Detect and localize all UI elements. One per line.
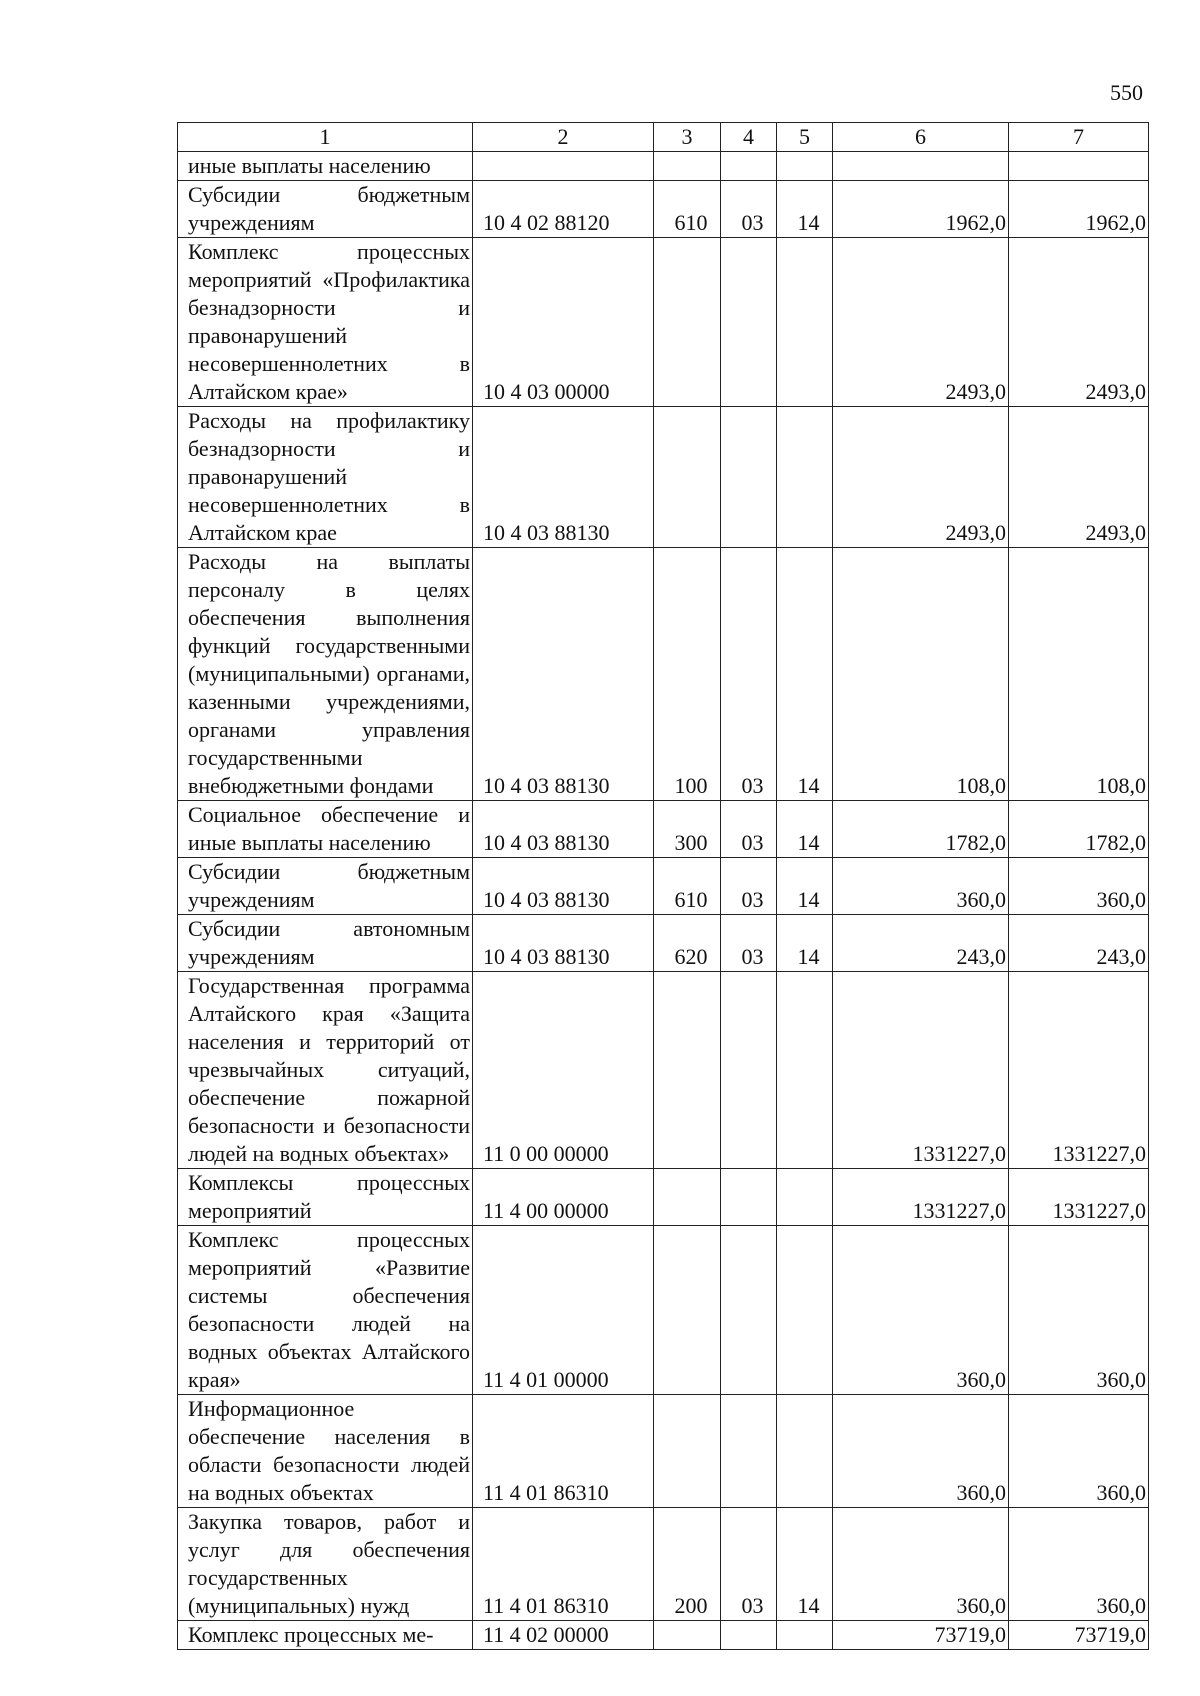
row-name-cell: Государственная программа Алтайского края «Защита населения и территорий от чрезвычайных ситуаций, обеспечение пожарной безопасности и безопасности людей на водных объектах» xyxy=(178,972,473,1169)
row-expense-type-cell xyxy=(654,1621,721,1650)
row-amount-cell: 360,0 xyxy=(833,858,1009,915)
row-code-cell: 11 4 00 00000 xyxy=(473,1169,654,1226)
row-code-cell: 11 0 00 00000 xyxy=(473,972,654,1169)
table-row xyxy=(178,801,1149,858)
table-row xyxy=(178,915,1149,972)
row-section-cell xyxy=(721,1621,777,1650)
row-name-cell: Социальное обеспечение и иные выплаты населению xyxy=(178,801,473,858)
row-subsection-cell xyxy=(777,1226,833,1395)
row-amount-cell: 1331227,0 xyxy=(833,1169,1009,1226)
row-expense-type-cell: 200 xyxy=(654,1508,721,1621)
row-expense-type-cell: 300 xyxy=(654,801,721,858)
column-header: 7 xyxy=(1009,123,1149,152)
table-row xyxy=(178,238,1149,407)
row-section-cell xyxy=(721,152,777,181)
row-amount-cell: 1782,0 xyxy=(833,801,1009,858)
row-expense-type-cell: 610 xyxy=(654,181,721,238)
row-code-cell xyxy=(473,152,654,181)
page-number: 550 xyxy=(1110,80,1143,105)
row-amount-cell: 1331227,0 xyxy=(1009,1169,1149,1226)
row-expense-type-cell: 100 xyxy=(654,548,721,801)
row-name-cell: Расходы на профилактику безнадзорности и правонарушений несовершеннолетних в Алтайском крае xyxy=(178,407,473,548)
row-name-cell: Комплекс процессных мероприятий «Профилактика безнадзорности и правонарушений несовершеннолетних в Алтайском крае» xyxy=(178,238,473,407)
row-code-cell: 10 4 03 88130 xyxy=(473,915,654,972)
row-subsection-cell: 14 xyxy=(777,915,833,972)
row-subsection-cell xyxy=(777,407,833,548)
row-expense-type-cell xyxy=(654,1226,721,1395)
column-header: 4 xyxy=(721,123,777,152)
row-expense-type-cell xyxy=(654,1395,721,1508)
row-code-cell: 10 4 03 00000 xyxy=(473,238,654,407)
table-row xyxy=(178,1508,1149,1621)
row-code-cell: 10 4 03 88130 xyxy=(473,858,654,915)
row-expense-type-cell xyxy=(654,407,721,548)
row-name-cell: Комплекс процессных ме- xyxy=(178,1621,473,1650)
row-amount-cell: 243,0 xyxy=(1009,915,1149,972)
row-name-cell: Информационное обеспечение населения в области безопасности людей на водных объектах xyxy=(178,1395,473,1508)
budget-table xyxy=(177,122,1149,1650)
row-code-cell: 10 4 03 88130 xyxy=(473,548,654,801)
row-code-cell: 11 4 01 86310 xyxy=(473,1508,654,1621)
row-subsection-cell: 14 xyxy=(777,858,833,915)
row-section-cell: 03 xyxy=(721,548,777,801)
row-name-cell: Закупка товаров, работ и услуг для обеспечения государственных (муниципальных) нужд xyxy=(178,1508,473,1621)
row-name-cell: Субсидии автономным учреждениям xyxy=(178,915,473,972)
row-section-cell xyxy=(721,407,777,548)
row-code-cell: 11 4 01 86310 xyxy=(473,1395,654,1508)
row-amount-cell: 1962,0 xyxy=(1009,181,1149,238)
row-section-cell: 03 xyxy=(721,801,777,858)
row-expense-type-cell xyxy=(654,152,721,181)
row-subsection-cell: 14 xyxy=(777,1508,833,1621)
row-amount-cell: 2493,0 xyxy=(833,407,1009,548)
row-subsection-cell xyxy=(777,152,833,181)
row-amount-cell: 360,0 xyxy=(1009,1226,1149,1395)
row-amount-cell: 360,0 xyxy=(833,1508,1009,1621)
row-amount-cell: 73719,0 xyxy=(1009,1621,1149,1650)
row-subsection-cell: 14 xyxy=(777,801,833,858)
row-section-cell xyxy=(721,1226,777,1395)
table-row xyxy=(178,181,1149,238)
row-name-cell: Комплексы процессных мероприятий xyxy=(178,1169,473,1226)
table-row xyxy=(178,1169,1149,1226)
column-header: 6 xyxy=(833,123,1009,152)
row-amount-cell: 360,0 xyxy=(1009,1508,1149,1621)
row-amount-cell: 73719,0 xyxy=(833,1621,1009,1650)
row-subsection-cell xyxy=(777,1621,833,1650)
row-section-cell: 03 xyxy=(721,858,777,915)
row-subsection-cell xyxy=(777,1395,833,1508)
row-amount-cell: 1331227,0 xyxy=(833,972,1009,1169)
column-header: 3 xyxy=(654,123,721,152)
row-amount-cell: 360,0 xyxy=(833,1395,1009,1508)
table-body xyxy=(178,152,1149,1650)
column-header: 5 xyxy=(777,123,833,152)
row-amount-cell: 360,0 xyxy=(833,1226,1009,1395)
row-amount-cell: 360,0 xyxy=(1009,1395,1149,1508)
row-section-cell: 03 xyxy=(721,181,777,238)
row-subsection-cell: 14 xyxy=(777,181,833,238)
row-expense-type-cell xyxy=(654,238,721,407)
row-name-cell: Субсидии бюджетным учреждениям xyxy=(178,181,473,238)
row-code-cell: 10 4 03 88130 xyxy=(473,407,654,548)
row-expense-type-cell xyxy=(654,972,721,1169)
row-code-cell: 11 4 02 00000 xyxy=(473,1621,654,1650)
row-code-cell: 10 4 02 88120 xyxy=(473,181,654,238)
row-amount-cell xyxy=(1009,152,1149,181)
row-name-cell: Расходы на выплаты персоналу в целях обеспечения выполнения функций государственными (муниципальными) органами, казенными учреждениями, органами управления государственными внебюджетными фондами xyxy=(178,548,473,801)
row-amount-cell: 1962,0 xyxy=(833,181,1009,238)
row-amount-cell xyxy=(833,152,1009,181)
row-name-cell: иные выплаты населению xyxy=(178,152,473,181)
row-amount-cell: 2493,0 xyxy=(1009,238,1149,407)
row-subsection-cell xyxy=(777,972,833,1169)
row-amount-cell: 243,0 xyxy=(833,915,1009,972)
table-row xyxy=(178,1395,1149,1508)
row-code-cell: 10 4 03 88130 xyxy=(473,801,654,858)
row-expense-type-cell: 620 xyxy=(654,915,721,972)
column-header: 2 xyxy=(473,123,654,152)
table-row xyxy=(178,407,1149,548)
row-section-cell: 03 xyxy=(721,915,777,972)
row-subsection-cell: 14 xyxy=(777,548,833,801)
column-header: 1 xyxy=(178,123,473,152)
row-amount-cell: 1782,0 xyxy=(1009,801,1149,858)
table-row xyxy=(178,548,1149,801)
row-amount-cell: 360,0 xyxy=(1009,858,1149,915)
row-expense-type-cell: 610 xyxy=(654,858,721,915)
row-code-cell: 11 4 01 00000 xyxy=(473,1226,654,1395)
row-amount-cell: 2493,0 xyxy=(833,238,1009,407)
table-header-row xyxy=(178,123,1149,152)
row-amount-cell: 2493,0 xyxy=(1009,407,1149,548)
table-row xyxy=(178,972,1149,1169)
row-section-cell: 03 xyxy=(721,1508,777,1621)
row-amount-cell: 1331227,0 xyxy=(1009,972,1149,1169)
row-section-cell xyxy=(721,1169,777,1226)
row-section-cell xyxy=(721,238,777,407)
row-subsection-cell xyxy=(777,238,833,407)
row-amount-cell: 108,0 xyxy=(833,548,1009,801)
row-expense-type-cell xyxy=(654,1169,721,1226)
row-name-cell: Комплекс процессных мероприятий «Развитие системы обеспечения безопасности людей на водных объектах Алтайского края» xyxy=(178,1226,473,1395)
row-section-cell xyxy=(721,1395,777,1508)
row-amount-cell: 108,0 xyxy=(1009,548,1149,801)
table-row xyxy=(178,858,1149,915)
row-subsection-cell xyxy=(777,1169,833,1226)
table-row xyxy=(178,1226,1149,1395)
table-row xyxy=(178,152,1149,181)
row-section-cell xyxy=(721,972,777,1169)
row-name-cell: Субсидии бюджетным учреждениям xyxy=(178,858,473,915)
table-row xyxy=(178,1621,1149,1650)
